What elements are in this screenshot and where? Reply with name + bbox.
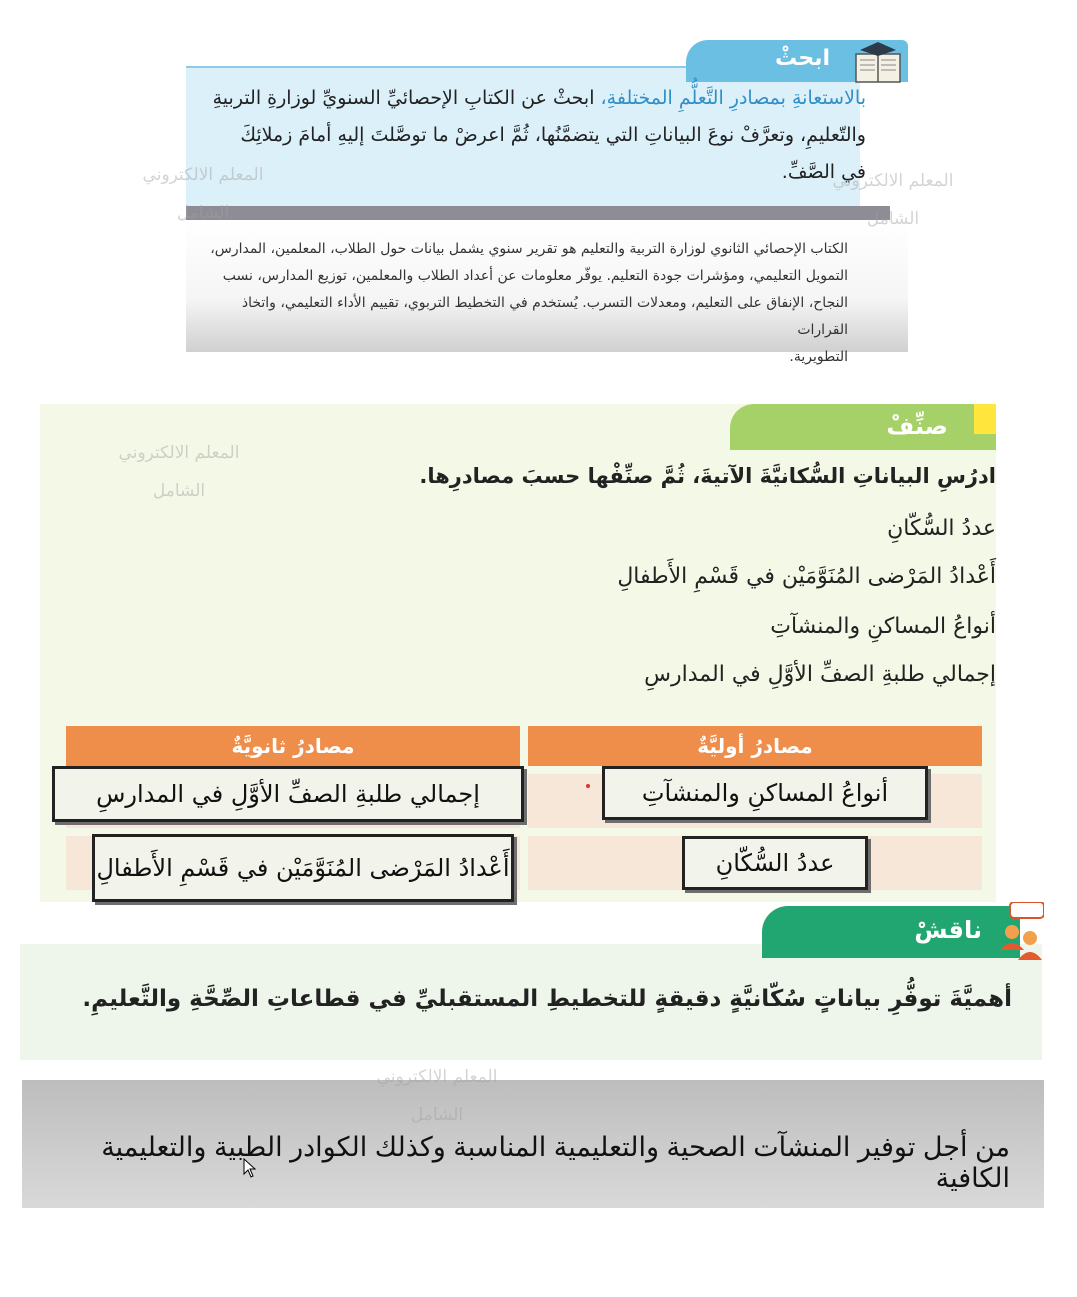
secondary-answer-chip: إجمالي طلبةِ الصفِّ الأوَّلِ في المدارسِ xyxy=(52,766,524,822)
answer-line: الكتاب الإحصائي الثانوي لوزارة التربية والتعليم هو تقرير سنوي يشمل بيانات حول الطلاب، المعلمين، المدارس، xyxy=(210,241,848,257)
divider-strip xyxy=(186,206,890,220)
answer-line: النجاح، الإنفاق على التعليم، ومعدلات التسرب. يُستخدم في التخطيط التربوي، تقييم الأداء التعليمي، واتخاذ القرارات xyxy=(241,295,848,338)
final-answer-text: من أجل توفير المنشآت الصحية والتعليمية المناسبة وكذلك الكوادر الطبية والتعليمية الكافية xyxy=(101,1132,1010,1193)
classify-item: أنواعُ المساكنِ والمنشآتِ xyxy=(770,614,996,639)
answer-line: التطويرية. xyxy=(789,349,848,365)
primary-answer-chip: أنواعُ المساكنِ والمنشآتِ xyxy=(602,766,928,820)
classify-tab xyxy=(730,404,996,450)
watermark: المعلم الالكتروني الشامل xyxy=(142,165,264,223)
discuss-question: أهميَّةَ توفُّرِ بياناتٍ سُكّانيَّةٍ دقيقةٍ للتخطيطِ المستقبليِّ في قطاعاتِ الصِّحَّةِ والتَّعليمِ. xyxy=(82,986,1012,1012)
classify-tab-accent xyxy=(974,404,996,434)
secondary-answer-chip: أَعْدادُ المَرْضى المُنَوَّمَيْن في قَسْمِ الأَطفالِ xyxy=(92,834,514,902)
watermark: المعلم الالكتروني الشامل xyxy=(118,443,240,501)
discuss-box xyxy=(20,944,1042,1060)
research-line2-text: والتّعليمِ، وتعرَّفْ نوعَ البياناتِ التي يتضمَّنُها، ثُمَّ اعرضْ ما توصَّلتَ إليهِ أمامَ زملائِكَ xyxy=(240,124,866,146)
primary-answer-chip: عددُ السُّكّانِ xyxy=(682,836,868,890)
final-answer-box xyxy=(22,1080,1044,1208)
secondary-sources-header: مصادرُ ثانويَّةٌ xyxy=(66,726,520,766)
research-tab xyxy=(686,40,908,82)
discussion-people-icon xyxy=(996,902,1044,966)
watermark: المعلم الالكتروني الشامل xyxy=(376,1067,498,1125)
classify-item: عددُ السُّكّانِ xyxy=(887,516,996,541)
mouse-cursor-icon xyxy=(243,1158,257,1178)
discuss-tab xyxy=(762,906,1020,958)
classify-item: إجمالي طلبةِ الصفِّ الأوَّلِ في المدارسِ xyxy=(644,662,996,687)
research-answer-text xyxy=(208,236,848,371)
answer-line: التمويل التعليمي، ومؤشرات جودة التعليم. يوفّر معلومات عن أعداد الطلاب والمعلمين، توزيع المدارس، نسب xyxy=(222,268,848,284)
research-line1-text: ابحثْ عن الكتابِ الإحصائيِّ السنويِّ لوزارةِ التربيةِ xyxy=(212,87,601,109)
red-dot xyxy=(586,784,590,788)
classify-instruction: ادرُسِ البياناتِ السُّكانيَّةَ الآتيةَ، ثُمَّ صنِّفْها حسبَ مصادرِها. xyxy=(419,464,996,488)
watermark: المعلم الالكتروني الشامل xyxy=(832,171,954,229)
classify-item: أَعْدادُ المَرْضى المُنَوَّمَيْن في قَسْمِ الأَطفالِ xyxy=(617,564,996,589)
research-paragraph xyxy=(186,80,866,191)
research-tab-label: ابحثْ xyxy=(775,46,830,71)
classify-panel xyxy=(40,404,996,902)
research-line3-text: في الصَّفِّ. xyxy=(781,161,866,183)
classify-tab-label: صنِّفْ xyxy=(886,412,948,440)
primary-sources-header: مصادرُ أوليَّةٌ xyxy=(528,726,982,766)
research-panel xyxy=(186,28,908,365)
discuss-tab-label: ناقشْ xyxy=(914,916,982,944)
research-answer-box xyxy=(186,220,908,365)
research-link-text: بالاستعانةِ بمصادرِ التَّعلُّمِ المختلفةِ، xyxy=(600,87,866,109)
